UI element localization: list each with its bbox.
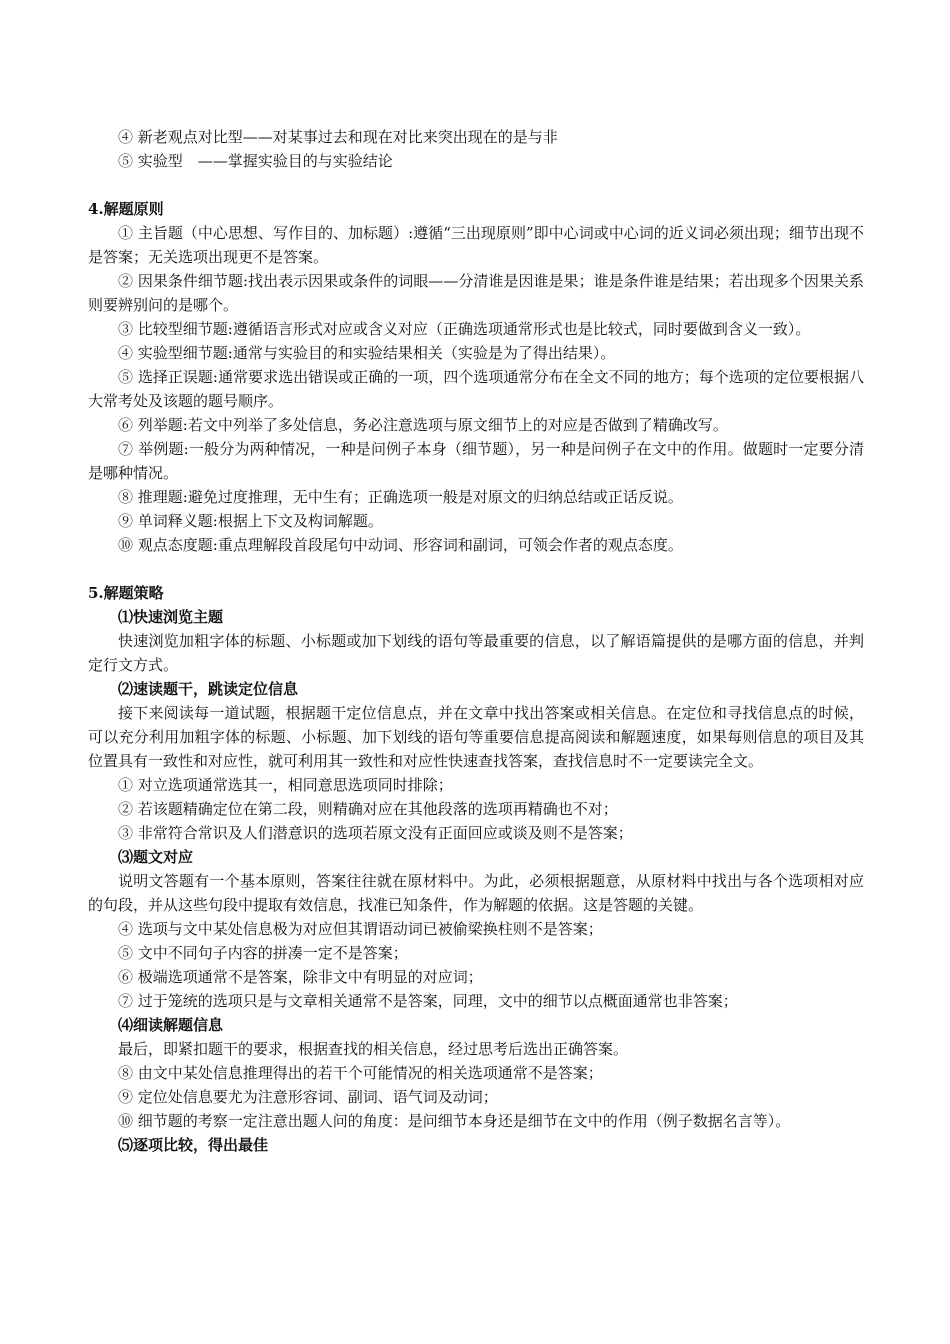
strategy-4-item: ⑨ 定位处信息要尤为注意形容词、副词、语气词及动词； xyxy=(118,1088,498,1106)
principle-item: ③ 比较型细节题:遵循语言形式对应或含义对应（正确选项通常形式也是比较式，同时要做到含义一致）。 xyxy=(118,320,811,338)
principle-item: ⑥ 列举题:若文中列举了多处信息，务必注意选项与原文细节上的对应是否做到了精确改写。 xyxy=(118,416,728,434)
strategy-3-item: ⑤ 文中不同句子内容的拼凑一定不是答案； xyxy=(118,944,408,962)
principle-item: ② 因果条件细节题:找出表示因果或条件的词眼——分清谁是因谁是果；谁是条件谁是结果；若出现多个因果关系则要辨别问的是哪个。 xyxy=(88,272,864,314)
section-5-heading: 5.解题策略 xyxy=(88,584,164,602)
strategy-5-title: ⑸逐项比较，得出最佳 xyxy=(118,1136,269,1154)
principle-item: ⑨ 单词释义题:根据上下文及构词解题。 xyxy=(118,512,383,530)
strategy-2-item: ③ 非常符合常识及人们潜意识的选项若原文没有正面回应或谈及则不是答案； xyxy=(118,824,633,842)
strategy-3-item: ④ 选项与文中某处信息极为对应但其谓语动词已被偷梁换柱则不是答案； xyxy=(118,920,603,938)
strategy-3-item: ⑦ 过于笼统的选项只是与文章相关通常不是答案，同理，文中的细节以点概面通常也非答案； xyxy=(118,992,738,1010)
strategy-4-item: ⑧ 由文中某处信息推理得出的若干个可能情况的相关选项通常不是答案； xyxy=(118,1064,603,1082)
principle-item: ① 主旨题（中心思想、写作目的、加标题）:遵循“三出现原则”即中心词或中心词的近义词必须出现；细节出现不是答案；无关选项出现更不是答案。 xyxy=(88,224,864,266)
strategy-4-title: ⑷细读解题信息 xyxy=(118,1016,224,1034)
intro-item: ④ 新老观点对比型——对某事过去和现在对比来突出现在的是与非 xyxy=(118,128,558,146)
principle-item: ⑤ 选择正误题:通常要求选出错误或正确的一项，四个选项通常分布在全文不同的地方；每个选项的定位要根据八大常考处及该题的题号顺序。 xyxy=(88,368,864,410)
strategy-4-item: ⑩ 细节题的考察一定注意出题人问的角度：是问细节本身还是细节在文中的作用（例子数据名言等）。 xyxy=(118,1112,791,1130)
spacer xyxy=(88,557,864,581)
strategy-1-title: ⑴快速浏览主题 xyxy=(118,608,224,626)
principle-item: ⑦ 举例题:一般分为两种情况，一种是问例子本身（细节题），另一种是问例子在文中的作用。做题时一定要分清是哪种情况。 xyxy=(88,440,864,482)
strategy-1-text: 快速浏览加粗字体的标题、小标题或加下划线的语句等最重要的信息，以了解语篇提供的是哪方面的信息，并判定行文方式。 xyxy=(88,632,864,674)
principle-item: ⑧ 推理题:避免过度推理，无中生有；正确选项一般是对原文的归纳总结或正话反说。 xyxy=(118,488,683,506)
spacer xyxy=(88,173,864,197)
strategy-2-text: 接下来阅读每一道试题，根据题干定位信息点，并在文章中找出答案或相关信息。在定位和寻找信息点的时候，可以充分利用加粗字体的标题、小标题、加下划线的语句等重要信息提高阅读和解题速度，如果每则信息的项目及其位置具有一致性和对应性，就可利用其一致性和对应性快速查找答案，查找信息时不一定要读完全文。 xyxy=(88,704,864,770)
strategy-3-title: ⑶题文对应 xyxy=(118,848,194,866)
section-4-heading: 4.解题原则 xyxy=(88,200,164,218)
principle-item: ⑩ 观点态度题:重点理解段首段尾句中动词、形容词和副词，可领会作者的观点态度。 xyxy=(118,536,683,554)
strategy-2-title: ⑵速读题干，跳读定位信息 xyxy=(118,680,299,698)
strategy-3-text: 说明文答题有一个基本原则，答案往往就在原材料中。为此，必须根据题意，从原材料中找出与各个选项相对应的句段，并从这些句段中提取有效信息，找准已知条件，作为解题的依据。这是答题的关键。 xyxy=(88,872,864,914)
strategy-2-item: ② 若该题精确定位在第二段，则精确对应在其他段落的选项再精确也不对； xyxy=(118,800,618,818)
strategy-2-item: ① 对立选项通常选其一，相同意思选项同时排除； xyxy=(118,776,453,794)
strategy-3-item: ⑥ 极端选项通常不是答案，除非文中有明显的对应词； xyxy=(118,968,483,986)
strategy-4-text: 最后，即紧扣题干的要求，根据查找的相关信息，经过思考后选出正确答案。 xyxy=(118,1040,629,1058)
intro-item: ⑤ 实验型 ——掌握实验目的与实验结论 xyxy=(118,152,393,170)
principle-item: ④ 实验型细节题:通常与实验目的和实验结果相关（实验是为了得出结果）。 xyxy=(118,344,616,362)
document-page xyxy=(88,125,864,1157)
